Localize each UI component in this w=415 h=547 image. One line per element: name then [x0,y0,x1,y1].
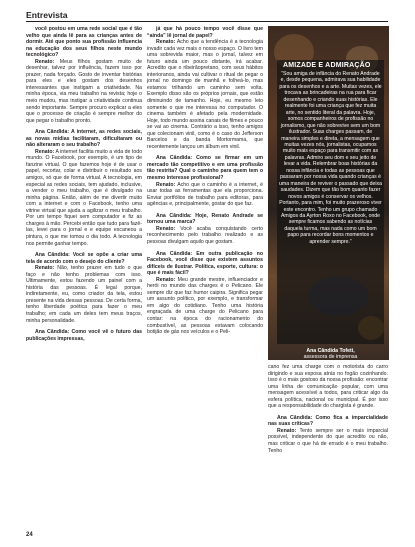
question [147,155,263,181]
header-rule [26,21,388,22]
question-text: Ana Cândida: Em outra publicação no Facebook, você disse que existem assuntos difíceis de ilustrar. Política, esporte, cultura: o que é mais fácil? [147,250,263,277]
speaker-name: Renato: [35,148,55,155]
question-text: Ana Cândida: Como você vê o futuro das publicações impressas, [26,329,142,342]
answer-text: Acho que o caminho é a internet, é usar todas as ferramentas que ela proporciona. Enviar portfólios de trabalho para editoras, para agências e, principalmente, gostar do que faz. [147,181,263,208]
quote-text: “Sou amiga de infância do Renato Andrade e, desde pequena, admirava sua habilidade para os desenhos e a arte. Muitas vezes, ele trocava as brincadeiras na rua para ficar desenhando e criando suas histórias. Ele realmente foi uma criança que fez muita arte, no sentido literal da palavra. Hoje, somos companheiros de profissão no jornalismo, que não sobrevive sem um bom ilustrador. Suas charges passam, de maneira simples e direta, a mensagem que muitas vezes nós, jornalistas, ocupamos muito mais espaço para transmitir com as palavras. Admiro seu dom e seu jeito de levar a vida. Relembrar boas histórias da nossa infância e todas as pessoas que passaram por nossa vida quando crianças é uma maneira de reviver o passado que deixa saudades. Dizem que tão bom quanto fazer novos amigos é conservar os velhos. Portanto, para mim, foi muito prazeroso viver este encontro. Tenho um grupo chamado Amigos da Ayrton Roxo no Facebook, onde sempre ficamos sabendo as notícias daquela turma, mas nada como um bom papo para recordar bons momentos e aprender sempre.” [279,71,382,245]
question [26,26,142,59]
answer [268,364,388,410]
question [147,213,263,226]
quote-title: AMIZADE E ADMIRAÇÃO [283,62,371,69]
answer-text: Acho que a tendência é a tecnologia invadir cada vez mais o nosso espaço. O livro tem uma sobrevida maior, mas o jornal, talvez em futuro ainda um pouco distante, irá acabar. Acredito que o ribeirãopretano, com seus hábitos interioranos, ainda vai cultivar o ritual de pegar o jornal no domingo de manhã e folheá-lo, mas estamos trilhando um caminho sem volta. Exemplo disso são os próprios jornais, que estão diminuindo de tamanho. Hoje, eu mesmo leio somente o que me interessa no computador. O cinema também é afetado pela modernidade. Hoje, todo mundo assina canais de filmes e pouco se vai ao cinema. Contrário a isso, tenho amigos que colecionam vinil, como é o caso do Jefferson Barcelos e da banda Mortormama, que recentemente lançou um álbum em vinil. [147,39,263,150]
answer-text: Meu grande mestre, influenciador e herói no mundo das charges é o Pelicano. Ele sempre diz que faz humor caipira. Significa pegar um assunto político, por exemplo, e transformar em algo do cotidiano. Tenho uma história engraçada de uma charge do Pelicano para contar: na época do racionamento do combustível, as pessoas estavam colocando botijão de gás nos veículos e o Peli- [147,276,263,336]
quote-role: assessora de imprensa [303,354,358,361]
speaker-name: Renato: [156,225,176,232]
question-text: você postou em uma rede social que é tão velho que ainda lê para as crianças antes de dormir. Até que ponto sua profissão influencia na educação dos seus filhos neste mundo tecnológico? [26,26,142,59]
speaker-name: Renato: [156,181,176,188]
speaker-name: Renato: [35,58,55,65]
answer [26,59,142,124]
answer-text: Não, tenho prazer em tudo o que faço e não tenho problemas com isso. Ultimamente, estou fazendo um painel com a história das pessoas. É legal porque, indiretamente, eu, como criador da tela, estou presente na vida dessas pessoas. De certa forma, tenho liberdade poética para fazer o meu trabalho; em cada um deles tem meus traços, minha personalidade. [26,265,142,324]
answer-text: cano fez uma charge com o motorista do carro dirigindo e sua esposa atrás no fogão cozinhando. Isso é o mais gostoso da nossa profissão: encontrar uma linha de comunicação popular, com uma mensagem acessível a todos, para criticar algo da esfera política, nacional ou municipal. É por isso que a responsabilidade do chargista é grande. [268,364,388,410]
question-text: Ana Cândida: Você se opõe a criar uma tela de acordo com o desejo do cliente? [26,252,142,265]
question [147,251,263,277]
quote-author: Ana Cândida Tofeti, [306,348,355,354]
question [26,329,142,342]
answer-text: Meus filhos gostam muito de desenhar, talvez por influência, fazem isso por prazer, nada forçado. Gosto de inventar histórias para eles e eles gostam dos desenhos interessantes que instigam a criatividade. Na minha época, via meu trabalho na revista; hoje o meio mudou, mas instigar a criatividade continua sendo importante. Sempre procuro explicar a eles que o processo de criação é sempre melhor do que pegar o trabalho pronto. [26,58,142,124]
question [268,415,388,428]
page-number: 24 [26,532,33,538]
answer [268,428,388,454]
column-2 [147,26,263,336]
question-text: Ana Cândida: Como se firmar em um mercado tão competitivo e em uma profissão tão restrita? Qual o caminho para quem tem o mesmo interesse profissional? [147,155,263,182]
answer-text: A internet facilita muito a vida de todo mundo. O Facebook, por exemplo, é um tipo de fanzine virtual. O que fazemos hoje é de usar o papel, recortar, colar e distribuir o resultado aos amigos, só que de forma virtual. A tecnologia, em especial as redes sociais, tem ajudado, inclusive, a vender o meu trabalho, que é divulgado na minha página. Então, além de me divertir muito com a internet e com o Facebook, tenho uma vitrine virtual que ajuda a agilizar o meu trabalho. Por um tempo fiquei sem computador e fiz as charges à mão. Percebi então que tudo para fazê-las, levei para o jornal e e equipe escaneou a pintura, o que me tomou o dia todo. A tecnologia nos permite ganhar tempo. [26,148,142,247]
answer [147,39,263,150]
speaker-name: Renato: [156,39,176,46]
question-text: Ana Cândida: Hoje, Renato Andrade se tornou uma marca? [147,212,263,226]
answer [147,277,263,336]
answer [26,265,142,324]
answer-text: Você acaba conquistando certo reconhecimento pelo trabalho realizado e as pessoas divulgam aquilo que gostam. [147,225,263,245]
quote-signature [279,348,382,360]
speaker-name: Renato: [35,265,55,272]
question-text: já que há pouco tempo você disse que “ainda” lê jornal de papel? [147,26,263,39]
speaker-name: Renato: [156,276,176,283]
question-text: Ana Cândida: Como fica a imparcialidade nas suas críticas? [268,414,388,428]
column-1 [26,26,142,342]
answer-text: Tento sempre ser o mais imparcial possível, independente do que acredito ou não, mas criticar o que há de errado é o meu trabalho. Tenho [268,427,388,454]
section-label: Entrevista [26,10,68,20]
answer [147,182,263,208]
question [147,26,263,39]
answer [26,149,142,247]
question-text: Ana Cândida: A internet, as redes sociais, as novas mídias facilitaram, dificultaram ou não alteraram o seu trabalho? [26,129,142,149]
question [26,252,142,265]
answer [147,226,263,246]
column-3 [268,364,388,454]
speaker-name: Renato: [277,427,297,434]
question [26,129,142,149]
